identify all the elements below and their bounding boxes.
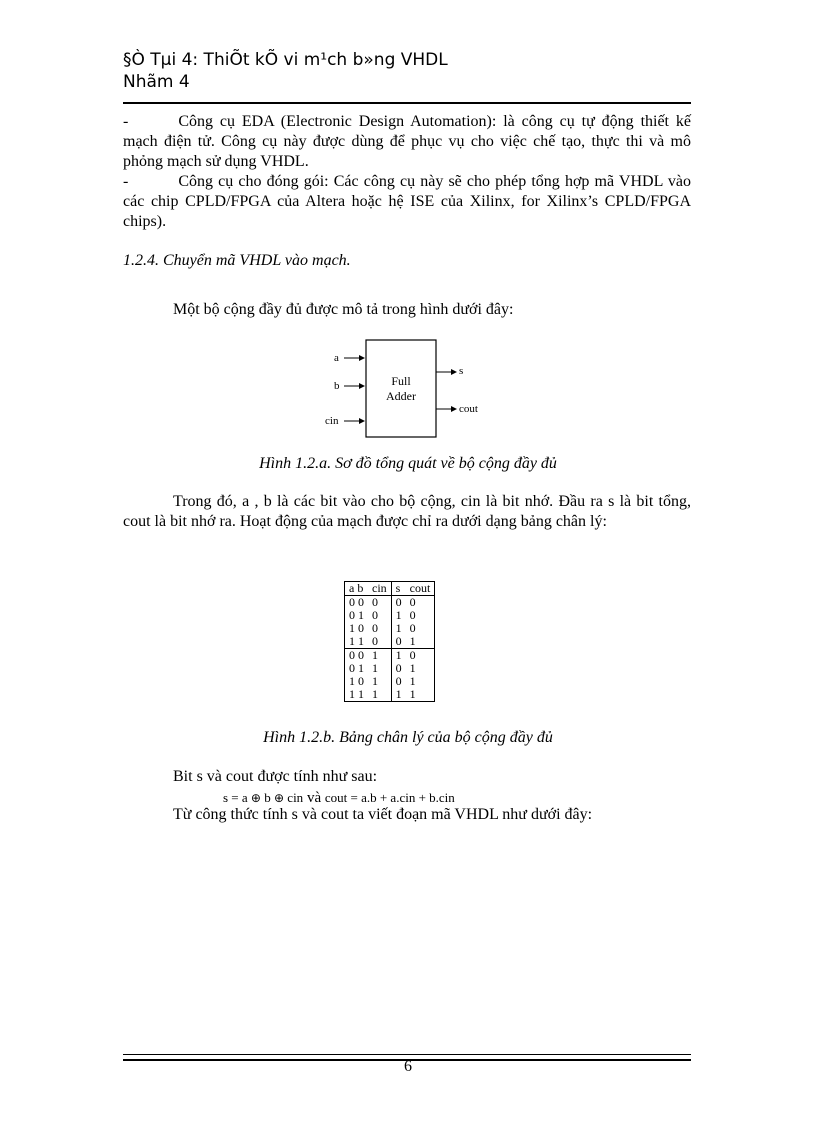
full-adder-diagram (318, 338, 498, 440)
header-s: s (391, 582, 406, 596)
cell-ab: 1 1 (349, 687, 364, 701)
formula-s-lhs: s = a (223, 790, 248, 805)
cell-ab: 1 0 (349, 674, 364, 688)
input-b-label: b (334, 380, 340, 392)
header-cin: cin (368, 582, 391, 596)
cell-s: 1 (395, 621, 402, 635)
paragraph-packaging-text: Công cụ cho đóng gói: Các công cụ này sẽ cho phép tổng hợp mã VHDL vào các chip CPLD/FPGA của Altera hoặc hệ ISE của Xilinx, for Xilinx’s CPLD/FPGA chips). (123, 173, 691, 230)
cell-ab: 1 0 (349, 621, 364, 635)
cell-cin: 0 (368, 609, 391, 622)
cell-s: 0 (395, 674, 402, 688)
paragraph-description-text: Trong đó, a , b là các bit vào cho bộ cộng, cin là bit nhớ. Đầu ra s là bit tổng, cout là bit nhớ ra. Hoạt động của mạch được chỉ ra dưới dạng bảng chân lý: (123, 493, 691, 530)
formula-cout: cout = a.b + a.cin + b.cin (324, 790, 455, 805)
cell-cout: 1 (409, 661, 416, 675)
page-number: 6 (404, 1058, 412, 1075)
block-label-full: Full (391, 374, 411, 388)
arrowhead (359, 383, 365, 389)
bullet-dash: - (123, 113, 129, 130)
cell-cout: 1 (409, 674, 416, 688)
cell-cin: 0 (368, 635, 391, 649)
arrowhead (451, 369, 457, 375)
cell-s: 0 (395, 661, 402, 675)
running-header-group: Nhãm 4 (123, 72, 190, 92)
truth-table-row (345, 596, 435, 610)
cell-s: 0 (395, 634, 402, 648)
header-rule (123, 102, 691, 104)
cell-cout: 0 (409, 621, 416, 635)
truth-table-container (344, 581, 435, 702)
paragraph-eda-text: Công cụ EDA (Electronic Design Automation): là công cụ tự động thiết kế mạch điện tử. Công cụ này được dùng để phục vụ cho việc chế tạo, thực thi và mô phỏng mạch sử dụng VHDL. (123, 113, 691, 170)
paragraph-description (123, 492, 691, 532)
section-heading: 1.2.4. Chuyển mã VHDL vào mạch. (123, 252, 351, 269)
figure-intro: Một bộ cộng đầy đủ được mô tả trong hình dưới đây: (173, 301, 514, 318)
formula-s-rhs: cin (284, 790, 304, 805)
bullet-dash: - (123, 173, 129, 190)
cell-cin: 0 (368, 622, 391, 635)
truth-table-row (345, 649, 435, 663)
cell-cout: 1 (409, 634, 416, 648)
formula-intro: Bit s và cout được tính như sau: (173, 768, 378, 785)
cell-s: 1 (395, 608, 402, 622)
output-s-label: s (459, 365, 464, 377)
truth-table-header-row (345, 582, 435, 596)
formula (223, 790, 455, 807)
cell-cin: 0 (368, 596, 391, 610)
cell-cin: 1 (368, 662, 391, 675)
cell-cin: 1 (368, 688, 391, 702)
figure-a-caption: Hình 1.2.a. Sơ đồ tổng quát về bộ cộng đầy đủ (259, 455, 557, 472)
arrowhead (451, 406, 457, 412)
vhdl-intro: Từ công thức tính s và cout ta viết đoạn mã VHDL như dưới đây: (173, 806, 593, 823)
xor-symbol: ⊕ (250, 791, 261, 805)
cell-ab: 1 1 (349, 634, 364, 648)
cell-s: 1 (391, 649, 406, 663)
paragraph-packaging-tools (123, 172, 691, 232)
header-cout: cout (406, 582, 435, 596)
cell-ab: 0 1 (349, 608, 364, 622)
input-cin-label: cin (325, 415, 339, 427)
cell-s: 0 (395, 595, 402, 609)
cell-ab: 0 0 (349, 595, 364, 609)
arrowhead (359, 355, 365, 361)
cell-cout: 0 (409, 595, 416, 609)
cell-cout: 0 (409, 608, 416, 622)
cell-ab: 0 1 (349, 661, 364, 675)
header-ab: a b (345, 582, 369, 596)
cell-cout: 1 (409, 687, 416, 701)
cell-cin: 1 (368, 649, 391, 663)
xor-symbol: ⊕ (273, 791, 285, 805)
cell-ab: 0 0 (345, 649, 369, 663)
truth-table (344, 581, 435, 702)
cell-s: 1 (395, 687, 402, 701)
formula-conjunction: và (303, 790, 325, 806)
input-a-label: a (334, 352, 339, 364)
block-label-adder: Adder (386, 389, 416, 403)
cell-cout: 0 (406, 649, 435, 663)
formula-s-mid: b (260, 790, 274, 805)
arrowhead (359, 418, 365, 424)
truth-table-row (345, 635, 435, 649)
figure-b-caption: Hình 1.2.b. Bảng chân lý của bộ cộng đầy đủ (263, 729, 553, 746)
running-header-title: §Ò Tµi 4: ThiÕt kÕ vi m¹ch b»ng VHDL (123, 50, 448, 70)
output-cout-label: cout (459, 403, 478, 415)
truth-table-row (345, 688, 435, 702)
cell-cin: 1 (368, 675, 391, 688)
paragraph-eda-tools (123, 112, 691, 172)
